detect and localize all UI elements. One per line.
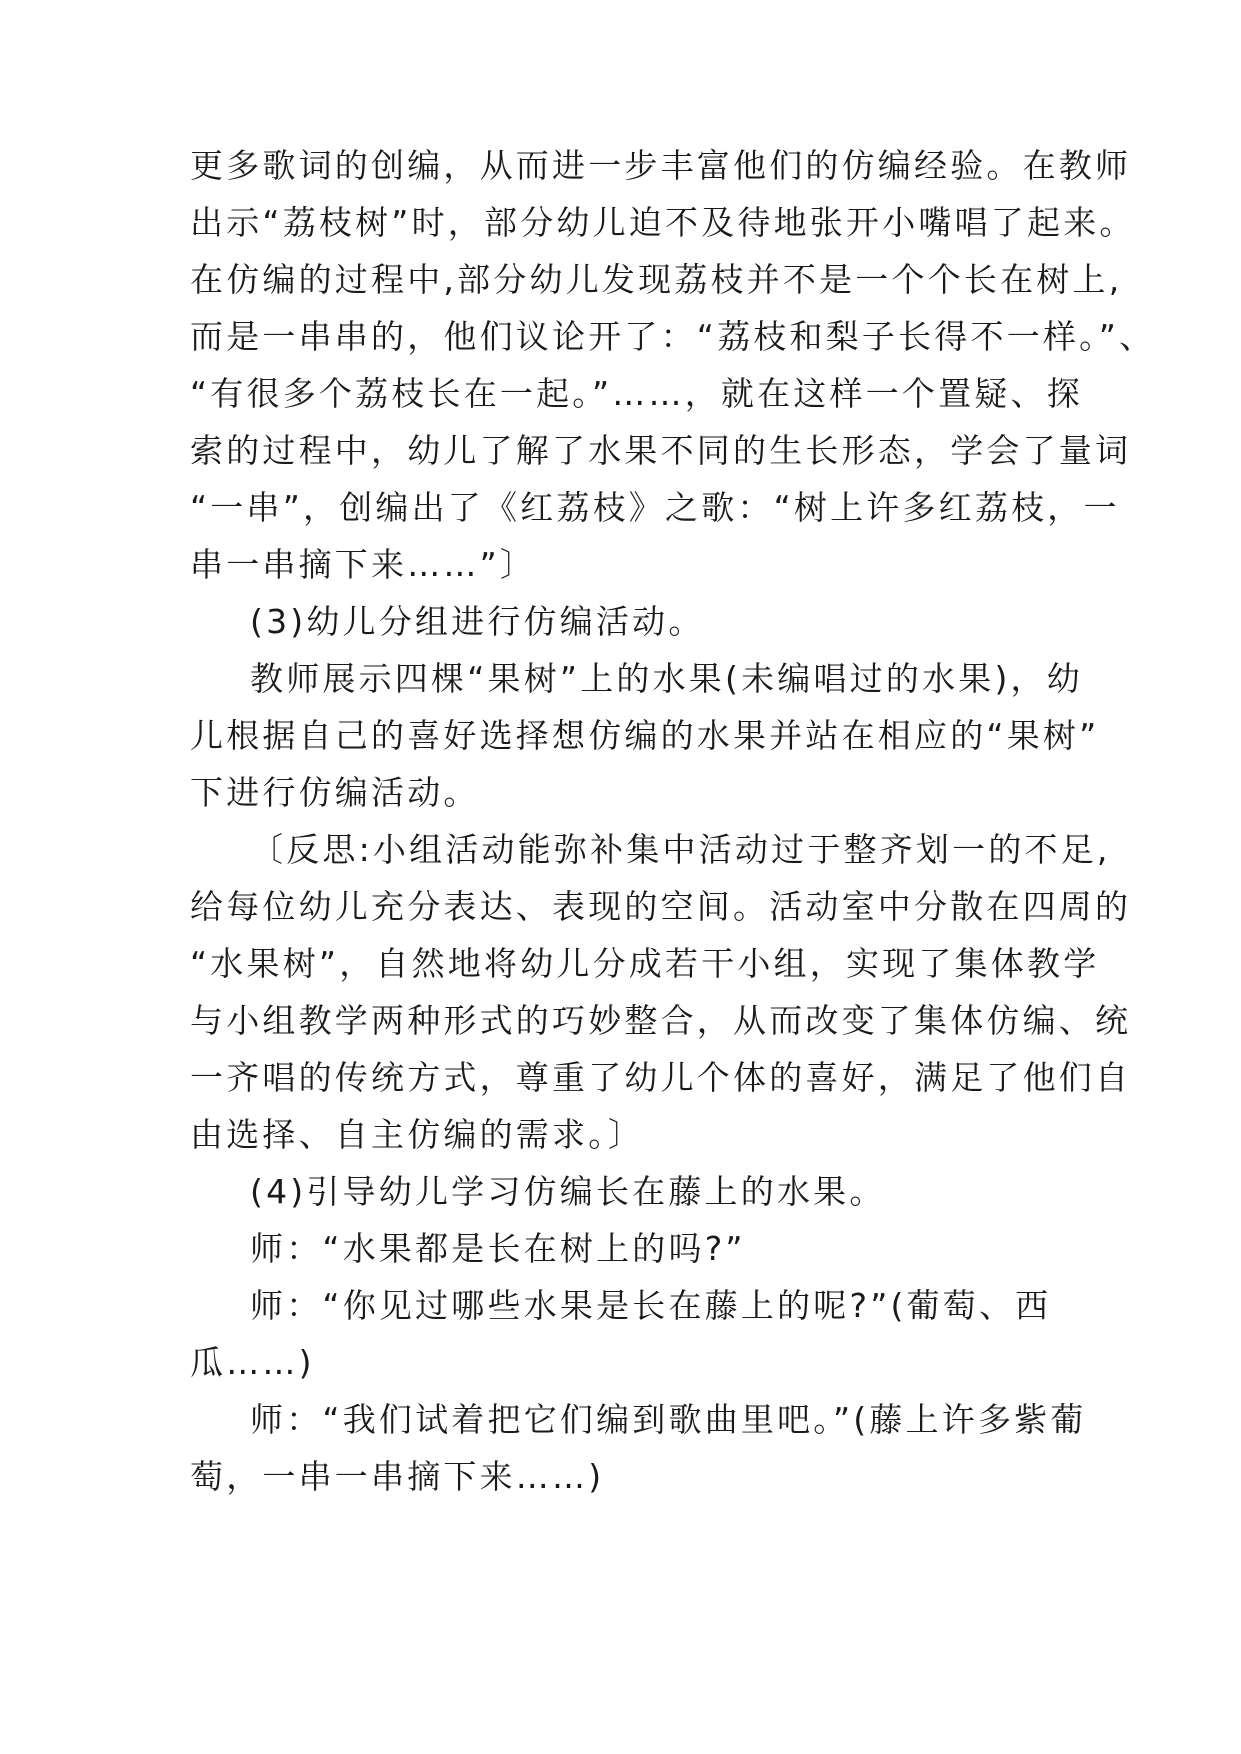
text-line: “有很多个荔枝长在一起。”……，就在这样一个置疑、探 xyxy=(190,374,1083,413)
text-line: “一串”，创编出了《红荔枝》之歌：“树上许多红荔枝，一 xyxy=(190,488,1120,527)
text-line: 儿根据自己的喜好选择想仿编的水果并站在相应的“果树” xyxy=(190,716,1100,755)
text-line: 〔反思:小组活动能弥补集中活动过于整齐划一的不足, xyxy=(250,830,1111,869)
text-line: 师：“我们试着把它们编到歌曲里吧。”(藤上许多紫葡 xyxy=(250,1400,1087,1439)
section-heading: (3)幼儿分组进行仿编活动。 xyxy=(250,602,705,641)
section-heading: (4)引导幼儿学习仿编长在藤上的水果。 xyxy=(250,1172,886,1211)
text-line: “水果树”，自然地将幼儿分成若干小组，实现了集体教学 xyxy=(190,944,1100,983)
text-line: 一齐唱的传统方式，尊重了幼儿个体的喜好，满足了他们自 xyxy=(190,1058,1132,1097)
text-line: 师：“水果都是长在树上的吗?” xyxy=(250,1229,746,1268)
text-line: 串一串摘下来……”〕 xyxy=(190,545,537,584)
text-line: 与小组教学两种形式的巧妙整合，从而改变了集体仿编、统 xyxy=(190,1001,1132,1040)
text-line: 给每位幼儿充分表达、表现的空间。活动室中分散在四周的 xyxy=(190,887,1132,926)
text-line: 瓜……) xyxy=(190,1343,315,1382)
text-line: 索的过程中，幼儿了解了水果不同的生长形态，学会了量词 xyxy=(190,431,1132,470)
text-line: 而是一串串的，他们议论开了：“荔枝和梨子长得不一样。”、 xyxy=(190,317,1156,356)
text-line: 在仿编的过程中,部分幼儿发现荔枝并不是一个个长在树上, xyxy=(190,260,1123,299)
text-line: 出示“荔枝树”时，部分幼儿迫不及待地张开小嘴唱了起来。 xyxy=(190,203,1136,242)
text-line: 师：“你见过哪些水果是长在藤上的呢?”(葡萄、西 xyxy=(250,1286,1052,1325)
text-line: 萄，一串一串摘下来……) xyxy=(190,1457,605,1496)
text-line: 由选择、自主仿编的需求。〕 xyxy=(190,1115,645,1154)
text-line: 下进行仿编活动。 xyxy=(190,773,480,812)
text-line: 教师展示四棵“果树”上的水果(未编唱过的水果)，幼 xyxy=(250,659,1083,698)
text-line: 更多歌词的创编，从而进一步丰富他们的仿编经验。在教师 xyxy=(190,146,1132,185)
